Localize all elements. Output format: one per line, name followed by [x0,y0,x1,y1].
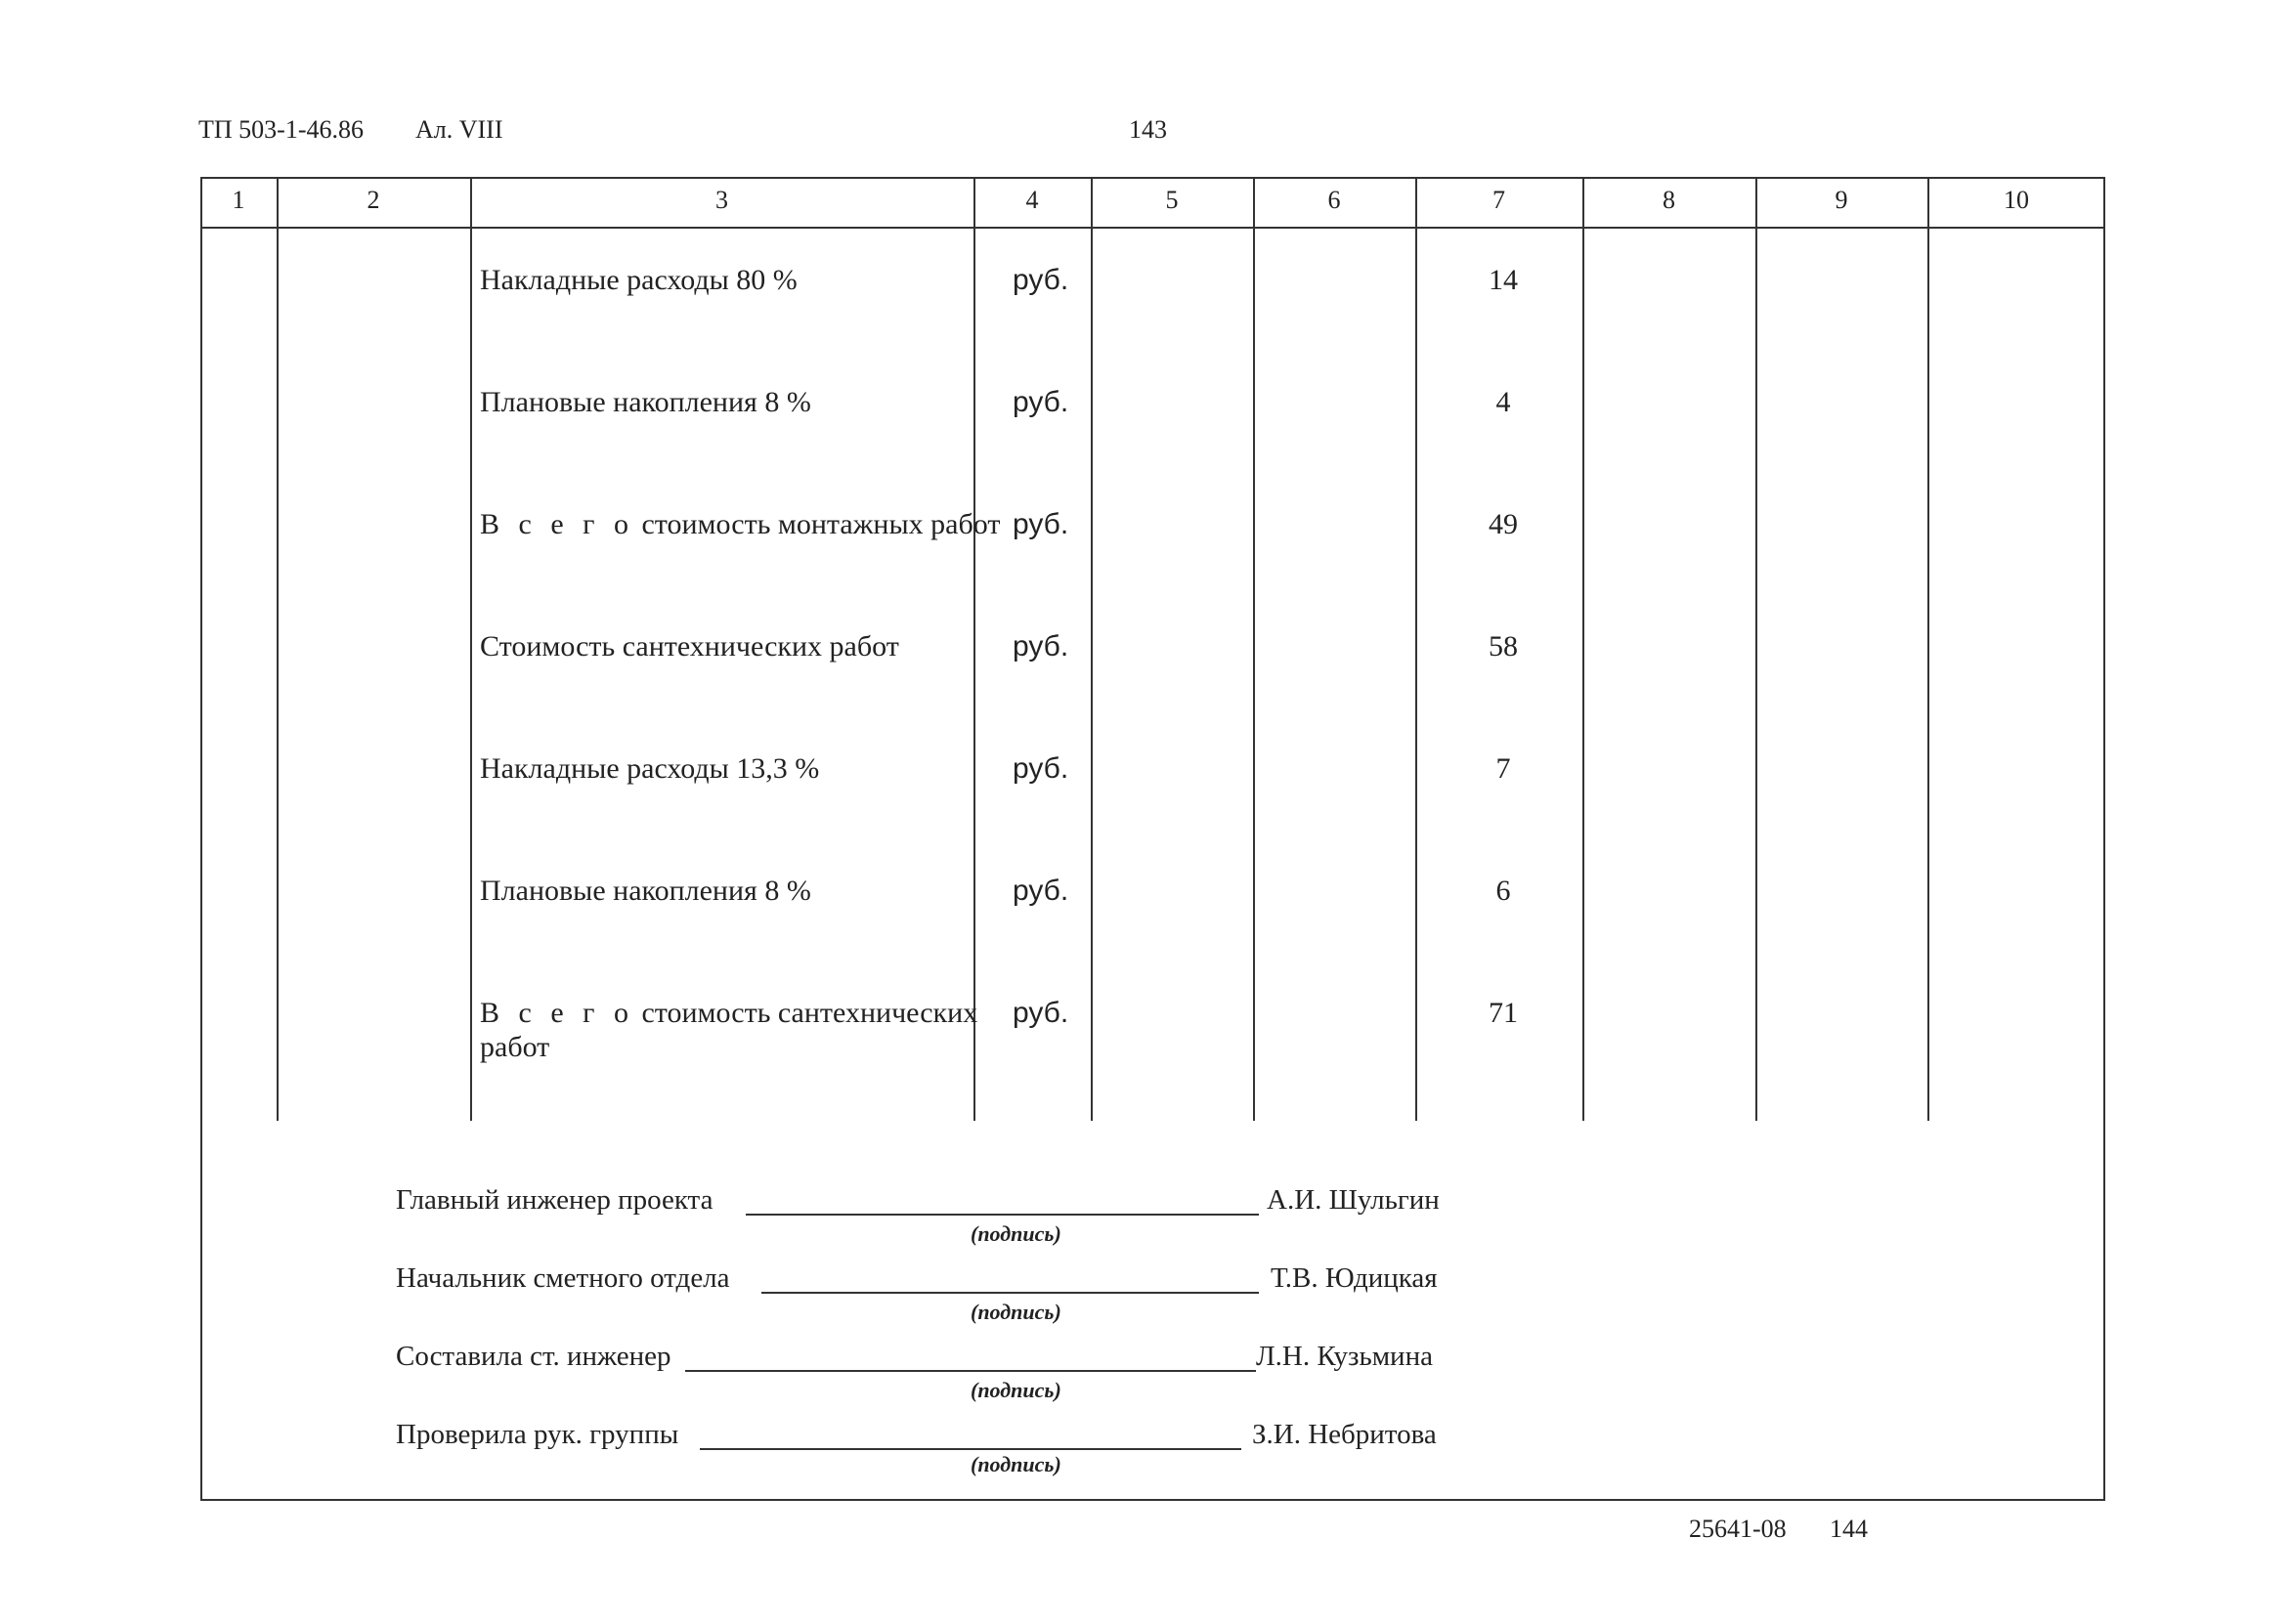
row-value: 7 [1495,752,1511,785]
col-divider-5 [1253,177,1255,1121]
row-name [480,508,1000,541]
signature-role: Проверила рук. группы [396,1419,679,1450]
row-name: Плановые накопления 8 % [480,386,811,418]
row-value: 14 [1489,264,1518,296]
row-value: 4 [1495,386,1511,418]
row-name: Плановые накопления 8 % [480,875,811,907]
sheet-number: 144 [1830,1515,1868,1543]
signature-line [761,1292,1259,1294]
row-name-text: стоимость монтажных работ [641,508,1001,540]
signature-name: З.И. Небритова [1252,1419,1437,1450]
row-name-prefix: В с е г о [480,997,634,1029]
row-name: Накладные расходы 80 % [480,264,798,296]
row-value: 6 [1495,875,1511,907]
row-unit: руб. [1013,997,1069,1029]
col-header-2: 2 [367,186,380,214]
col-divider-3 [973,177,975,1121]
col-divider-6 [1415,177,1417,1121]
col-divider-7 [1582,177,1584,1121]
signature-caption: (подпись) [971,1452,1061,1476]
signature-line [700,1448,1241,1450]
row-name [480,997,977,1030]
row-unit: руб. [1013,630,1069,662]
row-name-prefix: В с е г о [480,508,634,540]
col-header-1: 1 [232,186,245,214]
row-unit: руб. [1013,386,1069,418]
col-header-5: 5 [1165,186,1179,214]
signature-caption: (подпись) [971,1300,1061,1324]
signature-line [746,1214,1259,1216]
page-number: 143 [1129,115,1167,144]
row-name-text: стоимость сантехнических [641,997,978,1029]
col-header-7: 7 [1492,186,1505,214]
row-unit: руб. [1013,264,1069,296]
col-header-3: 3 [715,186,728,214]
row-name-line2: работ [480,1031,550,1063]
row-unit: руб. [1013,752,1069,785]
header-divider [200,227,2105,229]
signature-caption: (подпись) [971,1378,1061,1402]
row-value: 49 [1489,508,1518,540]
col-header-4: 4 [1025,186,1039,214]
signature-role: Главный инженер проекта [396,1184,713,1216]
signature-name: Т.В. Юдицкая [1271,1262,1438,1294]
signature-name: Л.Н. Кузьмина [1256,1341,1433,1372]
signature-line [685,1370,1256,1372]
signature-role: Составила ст. инженер [396,1341,671,1372]
row-name: Накладные расходы 13,3 % [480,752,820,785]
col-header-6: 6 [1327,186,1341,214]
row-unit: руб. [1013,508,1069,540]
signature-role: Начальник сметного отдела [396,1262,730,1294]
col-divider-2 [470,177,472,1121]
row-unit: руб. [1013,875,1069,907]
signature-name: А.И. Шульгин [1267,1184,1440,1216]
doc-code: ТП 503-1-46.86 [198,115,364,144]
signature-caption: (подпись) [971,1221,1061,1246]
col-header-10: 10 [2004,186,2029,214]
row-value: 58 [1489,630,1518,662]
col-divider-8 [1755,177,1757,1121]
estimate-table [200,177,2105,1501]
album-number: Ал. VIII [415,115,503,144]
doc-number: 25641-08 [1689,1515,1787,1543]
col-divider-1 [277,177,279,1121]
col-divider-4 [1091,177,1093,1121]
row-value: 71 [1489,997,1518,1029]
col-header-9: 9 [1835,186,1848,214]
col-divider-9 [1927,177,1929,1121]
row-name: Стоимость сантехнических работ [480,630,899,662]
col-header-8: 8 [1663,186,1675,214]
